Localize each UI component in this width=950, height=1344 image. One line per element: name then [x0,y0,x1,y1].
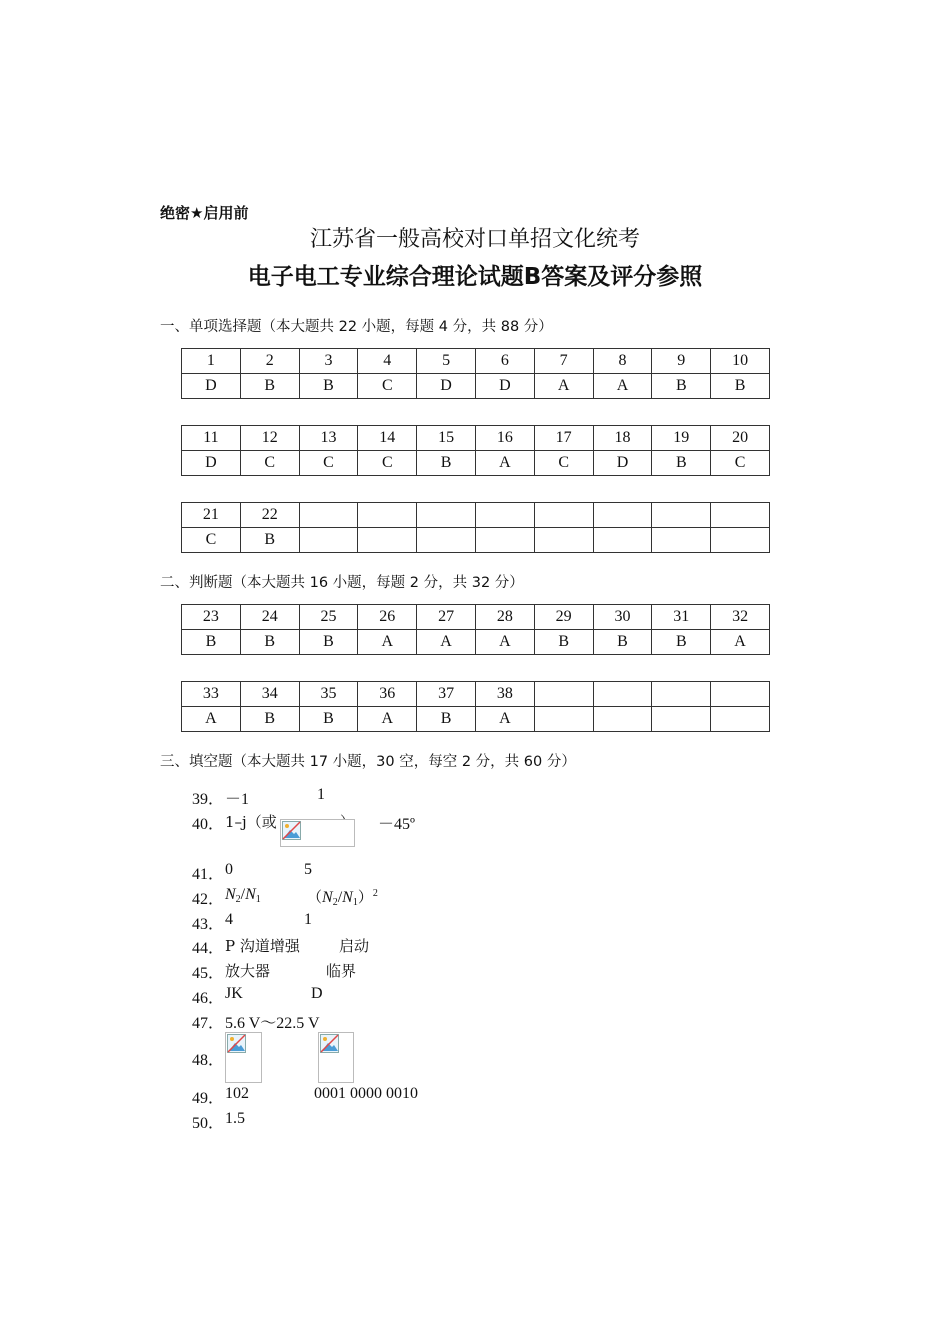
list-item [192,960,357,983]
question-number: 36 [358,682,417,707]
answer-cell: A [475,707,534,732]
answer-cell: B [417,451,476,476]
answer-cell: D [182,451,241,476]
answer-cell: B [652,630,711,655]
empty-cell [534,503,593,528]
answer-cell: B [711,374,770,399]
answer-cell: A [475,630,534,655]
answer-cell: B [299,707,358,732]
question-number: 2 [240,349,299,374]
answer-cell: B [652,451,711,476]
empty-cell [652,503,711,528]
empty-cell [358,528,417,553]
empty-cell [475,528,534,553]
answer-image-placeholder [318,1032,354,1083]
answer-image-placeholder [225,1032,262,1083]
question-number: 34 [240,682,299,707]
empty-cell [534,528,593,553]
table-row [182,605,770,630]
empty-cell [711,503,770,528]
answer-blank-1: －1 [225,791,250,808]
question-number: 13 [299,426,358,451]
question-number: 25 [299,605,358,630]
empty-cell [593,682,652,707]
question-number: 16 [475,426,534,451]
answer-cell: C [182,528,241,553]
answer-cell: A [417,630,476,655]
question-number: 6 [475,349,534,374]
empty-cell [358,503,417,528]
empty-cell [299,503,358,528]
answer-blank-2: $(N_2/N_1)^2$ [307,888,378,908]
answer-blank-2: 启动 [339,937,370,955]
empty-cell [711,528,770,553]
list-item [192,985,323,1008]
question-number: 22 [240,503,299,528]
question-number: 21 [182,503,241,528]
confidential-label: 绝密★启用前 [160,204,249,222]
answer-blank-1: P 沟道增强 [225,937,300,955]
answer-blank-2: 1 [317,786,325,803]
answer-blank-1: 4 [225,911,233,928]
answer-cell: A [358,630,417,655]
question-number: 12 [240,426,299,451]
item-number: 48． [192,1052,225,1069]
answer-cell: D [417,374,476,399]
question-number: 5 [417,349,476,374]
question-number: 20 [711,426,770,451]
list-item [192,886,378,909]
answer-cell: A [593,374,652,399]
question-number: 14 [358,426,417,451]
section-heading-judgment: 二、判断题（本大题共 16 小题，每题 2 分，共 32 分） [160,575,524,591]
empty-cell [652,528,711,553]
answer-blank-2: 0001 0000 0010 [314,1085,418,1102]
list-item [192,911,312,934]
answer-cell: B [182,630,241,655]
list-item [192,935,370,958]
answer-cell: A [475,451,534,476]
table-row [182,426,770,451]
item-number: 40． [192,816,225,833]
item-number: 49． [192,1090,225,1107]
answer-blank-2: D [311,985,323,1002]
question-number: 8 [593,349,652,374]
answer-blank-2: 临界 [326,962,357,980]
broken-image-icon [227,1034,246,1053]
question-number: 30 [593,605,652,630]
answer-blank-2: 5 [304,861,312,878]
question-number: 7 [534,349,593,374]
item-number: 50． [192,1115,225,1132]
empty-cell [593,528,652,553]
answer-cell: A [182,707,241,732]
answer-blank-1: JK [225,985,243,1002]
formula-image-placeholder [280,819,355,847]
list-item [192,1010,320,1033]
question-number: 33 [182,682,241,707]
answer-cell: B [534,630,593,655]
table-row [182,707,770,732]
table-row [182,374,770,399]
empty-cell [711,707,770,732]
list-item [192,1047,224,1070]
empty-cell [534,707,593,732]
question-number: 38 [475,682,534,707]
answer-cell: C [358,451,417,476]
answer-blank-2: －45º [378,816,415,833]
answer-cell: C [534,451,593,476]
table-row [182,451,770,476]
answer-cell: C [711,451,770,476]
question-number: 37 [417,682,476,707]
question-number: 18 [593,426,652,451]
answer-cell: B [299,374,358,399]
answer-table-5 [181,681,770,732]
question-number: 3 [299,349,358,374]
item-number: 47． [192,1015,225,1032]
answer-cell: A [711,630,770,655]
answer-blank-1: 1–j（或 [225,813,277,831]
section-heading-choice: 一、单项选择题（本大题共 22 小题，每题 4 分，共 88 分） [160,319,553,335]
answer-cell: B [240,630,299,655]
answer-cell: B [652,374,711,399]
answer-cell: A [358,707,417,732]
empty-cell [299,528,358,553]
question-number: 15 [417,426,476,451]
list-item [192,811,415,834]
answer-cell: B [240,528,299,553]
question-number: 35 [299,682,358,707]
answer-blank-1: 0 [225,861,233,878]
item-number: 39． [192,791,225,808]
item-number: 42． [192,891,225,908]
empty-cell [475,503,534,528]
broken-image-icon [320,1034,339,1053]
empty-cell [593,503,652,528]
list-item [192,1110,245,1133]
answer-table-2 [181,425,770,476]
question-number: 10 [711,349,770,374]
question-number: 28 [475,605,534,630]
answer-table-4 [181,604,770,655]
empty-cell [652,707,711,732]
answer-cell: B [417,707,476,732]
answer-table-1 [181,348,770,399]
empty-cell [534,682,593,707]
empty-cell [417,503,476,528]
answer-cell: B [240,374,299,399]
document-title: 电子电工专业综合理论试题B答案及评分参照 [247,264,703,290]
empty-cell [652,682,711,707]
item-number: 41． [192,866,225,883]
question-number: 9 [652,349,711,374]
table-row [182,630,770,655]
question-number: 24 [240,605,299,630]
item-number: 46． [192,990,225,1007]
answer-cell: C [299,451,358,476]
broken-image-icon [282,821,301,840]
answer-cell: B [240,707,299,732]
exam-title: 江苏省一般高校对口单招文化统考 [309,227,640,252]
table-row [182,528,770,553]
question-number: 31 [652,605,711,630]
empty-cell [593,707,652,732]
answer-blank-2: 1 [304,911,312,928]
answer-blank-1: 5.6 V～22.5 V [225,1015,320,1032]
section-heading-fill: 三、填空题（本大题共 17 小题，30 空，每空 2 分，共 60 分） [160,754,576,770]
item-number: 43． [192,916,225,933]
question-number: 17 [534,426,593,451]
answer-blank-1: $N_2/N_1$ [225,886,261,905]
list-item [192,861,312,884]
answer-cell: B [593,630,652,655]
answer-cell: A [534,374,593,399]
answer-cell: D [593,451,652,476]
answer-cell: C [358,374,417,399]
empty-cell [417,528,476,553]
answer-blank-1: 1.5 [225,1110,245,1127]
question-number: 26 [358,605,417,630]
answer-table-3 [181,502,770,553]
question-number: 32 [711,605,770,630]
table-row [182,682,770,707]
question-number: 27 [417,605,476,630]
answer-blank-1: 102 [225,1085,249,1102]
answer-cell: D [475,374,534,399]
answer-cell: D [182,374,241,399]
table-row [182,349,770,374]
empty-cell [711,682,770,707]
question-number: 11 [182,426,241,451]
answer-cell: C [240,451,299,476]
question-number: 1 [182,349,241,374]
question-number: 4 [358,349,417,374]
list-item [192,1085,418,1108]
answer-blank-1: 放大器 [225,962,271,980]
item-number: 45． [192,965,225,982]
answer-cell: B [299,630,358,655]
list-item [192,786,325,809]
question-number: 23 [182,605,241,630]
question-number: 29 [534,605,593,630]
table-row [182,503,770,528]
question-number: 19 [652,426,711,451]
item-number: 44． [192,940,225,957]
